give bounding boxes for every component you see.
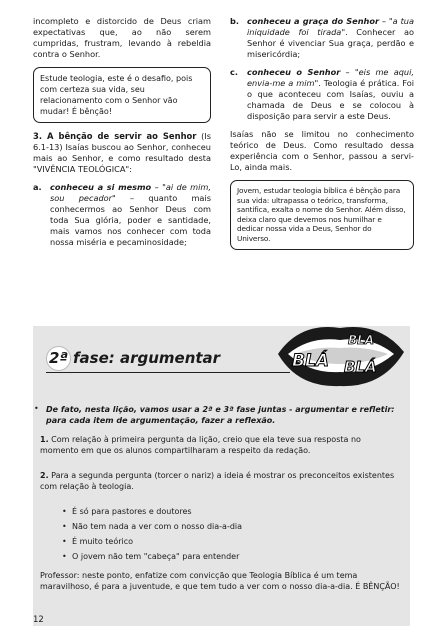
- list-item: • É só para pastores e doutores: [72, 506, 418, 517]
- section-text: Isaías buscou ao Senhor, conheceu mais ao Senhor, e como resultado desta "VIVÊNCIA TEOLÓGICA":: [33, 142, 211, 174]
- professor-note: Professor: neste ponto, enfatize com convicção que Teologia Bíblica é um tema maravilhoso, é para a juventude, e que tem tudo a ver com o nosso dia-a-dia. É BÊNÇÃO!: [40, 571, 400, 591]
- argument-item-2: [40, 470, 400, 492]
- list-marker: a.: [33, 182, 42, 192]
- phase-number: 2ª: [46, 346, 71, 371]
- section-heading: 3. A bênção de servir ao Senhor: [33, 131, 197, 141]
- item-quote: – "a tua iniquidade foi tirada": [247, 16, 414, 37]
- item-heading: conheceu o Senhor: [247, 67, 341, 77]
- item-heading: conheceu a si mesmo: [50, 182, 152, 192]
- callout-box: Estude teologia, este é o desafio, pois com certeza sua vida, seu relacionamento com o Senhor vão mudar! É bênção!: [33, 67, 211, 123]
- bla-bla-mouth-logo: [270, 314, 410, 394]
- phase-title: [46, 346, 220, 371]
- item-text: . Teologia é prática. Foi o que aconteceu com Isaías, ouviu a chamada de Deus e se colocou à disposição para servir a este Deus.: [247, 78, 415, 121]
- item-text: – quanto mais conhecermos ao Senhor Deus com toda Sua glória, poder e santidade, mais vamos nos conhecer com toda nossa miséria e pecaminosidade;: [50, 193, 211, 247]
- bible-reference: (Is 6.1-13): [33, 131, 211, 152]
- list-marker: c.: [230, 67, 238, 77]
- item-number: 1.: [40, 435, 49, 444]
- item-quote: – "ai de mim, sou pecador": [50, 182, 211, 203]
- bullet-icon: •: [34, 404, 39, 413]
- logo-word: BLÁ: [348, 333, 375, 347]
- right-column: [230, 16, 414, 258]
- logo-word: BLÁ: [344, 358, 377, 376]
- divider: [46, 372, 290, 373]
- left-column: [33, 16, 211, 255]
- list-marker: b.: [230, 16, 239, 26]
- paragraph: incompleto e distorcido de Deus criam expectativas que, ao não serem cumpridas, frustram, levando à rebeldia contra o Senhor.: [33, 16, 211, 59]
- callout-box: Jovem, estudar teologia bíblica é bênção para sua vida: ultrapassa o teórico, transforma, santifica, exalta o nome do Senhor. Além disso, deixa claro que devemos nos humilhar e dedicar nossa vida a Deus, Senhor do Universo.: [230, 180, 414, 250]
- item-quote: – "eis me aqui, envia-me a mim": [247, 67, 414, 88]
- item-text: Com relação à primeira pergunta da lição, creio que ela teve sua resposta no momento em que os alunos compartilharam a respeito da redação.: [40, 435, 361, 455]
- phase-intro: De fato, nesta lição, vamos usar a 2ª e 3ª fase juntas - argumentar e refletir: para cada item de argumentação, fazer a reflexão.: [46, 405, 395, 425]
- item-text: Para a segunda pergunta (torcer o nariz) a ideia é mostrar os preconceitos existentes com relação à teologia.: [40, 471, 395, 491]
- list-item: • O jovem não tem "cabeça" para entender: [72, 551, 418, 562]
- phase-label: fase: argumentar: [73, 349, 221, 367]
- list-item: • Não tem nada a ver com o nosso dia-a-dia: [72, 521, 418, 532]
- paragraph: Isaías não se limitou no conhecimento teórico de Deus. Como resultado dessa experiência com o Senhor, passou a servi-Lo, ainda mais.: [230, 129, 414, 172]
- prejudice-list: [58, 506, 418, 566]
- argument-item-1: [40, 434, 400, 456]
- page-number: 12: [33, 615, 44, 625]
- item-number: 2.: [40, 471, 49, 480]
- logo-word: BLÁ: [292, 351, 329, 371]
- item-heading: conheceu a graça do Senhor: [247, 16, 380, 26]
- list-item: [230, 67, 414, 122]
- list-item: [230, 16, 414, 60]
- item-text: . Conhecer ao Senhor é vivenciar Sua graça, perdão e misericórdia;: [247, 27, 414, 59]
- list-item: • É muito teórico: [72, 536, 418, 547]
- list-item: [33, 182, 211, 248]
